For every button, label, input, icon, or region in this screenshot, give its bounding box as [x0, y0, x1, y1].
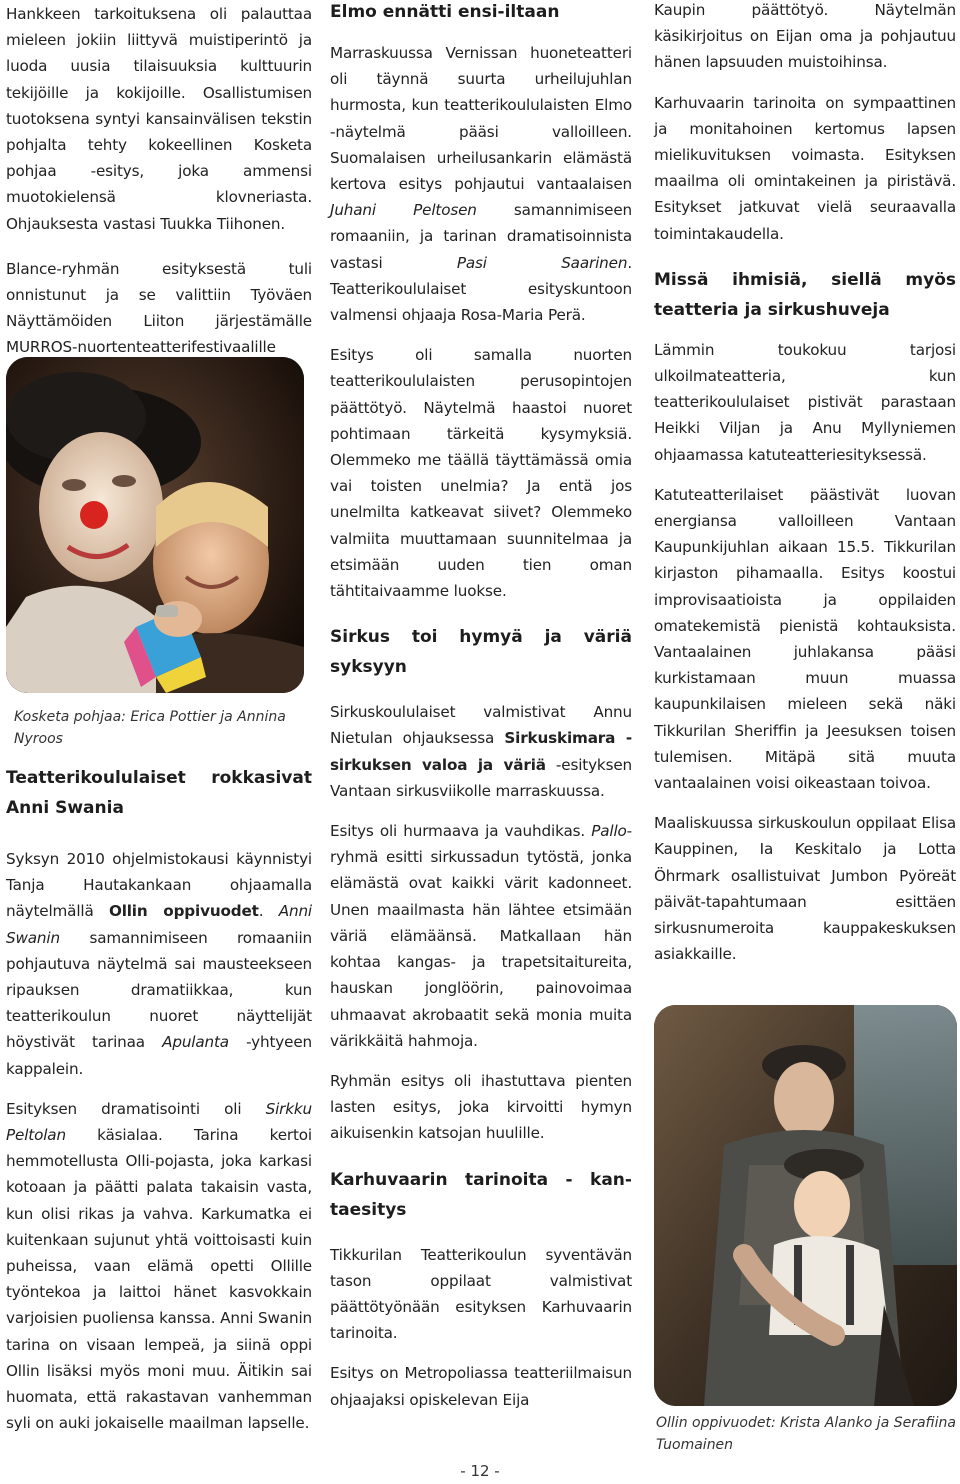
paragraph: Sirkuskoululaiset valmistivat Annu Nietulan ohjauksessa Sirkuskimara -sirkuksen valoa ja väriä -esityksen Vantaan sirkusviikolle marraskuussa.	[330, 703, 633, 800]
paragraph: Esitys oli hurmaava ja vauhdikas. Pallo-ryhmä esitti sirkussadun tytöstä, jonka elämästä ovat kaikki värit kadonneet. Unen maailmasta hän lähtee etsimään väriä elämäänsä. Matkallaan hän kohtaa kangas- ja trapetsitaitureita, hauskan jonglöörin, painovoimaa uhmaavat akrobaatit sekä monia muita värikkäitä hahmoja.	[330, 822, 632, 1050]
clown-photo-illustration	[6, 357, 304, 693]
column-2	[330, 0, 632, 1413]
paragraph: Syksyn 2010 ohjelmistokausi käynnistyi Tanja Hautakankaan ohjaamalla näytelmällä Ollin oppivuodet. Anni Swanin samannimiseen romaaniin pohjautuva näytelmä sai mausteekseen ripauksen dramatiikkaa, kun teatterikoulun nuoret näyttelijät höystivät tarinaa Apulanta -yhtyeen kappalein.	[6, 850, 312, 1078]
caption-text: Kosketa pohjaa: Erica Pottier ja Annina Nyroos	[14, 709, 286, 747]
paragraph: Esitys on Metropoliassa teatteriilmaisun ohjaajaksi opiskelevan Eija	[330, 1364, 632, 1409]
paragraph: Blance-ryhmän esityksestä tuli onnistunut ja se valittiin Työväen Näyttämöiden Liiton järjestämälle MURROS-nuortenteatterifestivaalille	[6, 259, 312, 357]
column-1	[6, 0, 312, 387]
heading-karhuvaarin: Karhuvaarin tarinoita - kan- taesitys	[330, 1169, 632, 1220]
paragraph: Marraskuussa Vernissan huoneteatteri oli täynnä suurta urheilujuhlan hurmosta, kun teatterikoululaisten Elmo -näytelmä pääsi valloilleen. Suomalaisen urheilusankarin elämästä kertova esitys pohjautui vantaalaisen Juhani Peltosen samannimiseen romaaniin, ja tarinan dramatisoinnista vastasi Pasi Saarinen. Teatterikoululaiset esityskuntoon valmensi ohjaaja Rosa-Maria Perä.	[330, 44, 633, 325]
paragraph: Katuteatterilaiset päästivät luovan energiansa valloilleen Vantaan Kaupunkijuhlan aikaan 15.5. Tikkurilan kirjaston pihamaalla. Esitys koostui improvisaatioista ja oppilaiden omatekemistä pienistä kohtauksista. Vantaalainen juhlakansa pääsi kurkistamaan muun muassa kaupunkilaisen mieleen sekä näki Tikkurilan Sheriffin ja Jeesuksen toisen tulemisen. Mitäpä sitä muuta vantaalainen voisi oikeastaan toivoa.	[654, 485, 956, 793]
paragraph: Ryhmän esitys oli ihastuttava pienten lasten esitys, joka kirvoitti hymyn aikuisenkin katsojan huulille.	[330, 1071, 632, 1143]
photo-caption-2	[656, 1412, 956, 1456]
heading-elmo: Elmo ennätti ensi-iltaan	[330, 2, 560, 22]
paragraph: Kaupin päättötyö. Näytelmän käsikirjoitus on Eijan oma ja pohjautuu hänen lapsuuden muistoihinsa.	[654, 1, 956, 72]
ollin-photo-illustration	[654, 1005, 957, 1406]
paragraph: Maaliskuussa sirkuskoulun oppilaat Elisa Kauppinen, Ia Keskitalo ja Lotta Öhrmark osallistuivat Jumbon Pyöreät päivät-tapahtumaan esittäen sirkusnumeroita kauppakeskuksen asiakkaille.	[654, 814, 956, 964]
paragraph: Esityksen dramatisointi oli Sirkku Peltolan käsialaa. Tarina kertoi hemmotellusta Olli-pojasta, joka karkasi kotoaan ja päätti palata takaisin vasta, kun olisi rikas ja vahva. Karkumatka ei kuitenkaan sujunut yhtä voittoisasti kuin puheissa, vaan elämä opetti Ollille työntekoa ja laittoi hänet kasvokkain varjoisien puoliensa kanssa. Anni Swanin tarina on visaan lempeä, ja siinä oppi Ollin lisäksi myös moni muu. Äitikin sai huomata, että rakastavan vanhemman syli on auki jokaiselle maailman lapselle.	[6, 1099, 312, 1433]
column-3	[654, 0, 956, 968]
paragraph: Tikkurilan Teatterikoulun syventävän tason oppilaat valmistivat päättötyönään esityksen Karhuvaarin tarinoita.	[330, 1245, 632, 1343]
paragraph: Lämmin toukokuu tarjosi ulkoilmateatteria, kun teatterikoululaiset pistivät parastaan Heikki Viljan ja Anu Myllyniemen ohjaamassa katuteatteriesityksessä.	[654, 340, 956, 464]
caption-text: Ollin oppivuodet: Krista Alanko ja Serafiina Tuomainen	[656, 1415, 956, 1453]
play-title-ollin-oppivuodet: Ollin oppivuodet	[108, 902, 259, 921]
paragraph: Esitys oli samalla nuorten teatterikoululaisten perusopintojen päättötyö. Näytelmä haastoi nuoret pohtimaan tärkeitä kysymyksiä. Olemmeko me täällä täyttämässä omia vai toisten unelmia? Ja entä jos unelmilta katkeavat siivet? Olemmeko valmiita muuttamaan suunnitelmaa ja etsimään uuden tien oman tähtitaivaamme luokse.	[330, 346, 632, 601]
paragraph: Hankkeen tarkoituksena oli palauttaa mieleen jokiin liittyvä muistiperintö ja luoda uusia tilaisuuksia kulttuurin tekijöille ja kokijoille. Osallistumisen tuotoksena syntyi kansainvälisen tekstin pohjalta tehty kokeellinen Kosketa pohjaa -esitys, joka ammensi muotokielensä klovneriasta. Ohjauksesta vastasi Tuukka Tiihonen.	[6, 5, 312, 233]
column-1-lower	[6, 763, 312, 1436]
heading-sirkus: Sirkus toi hymyä ja väriä syksyyn	[330, 627, 632, 678]
photo-kosketa-pohjaa	[6, 357, 304, 693]
paragraph: Karhuvaarin tarinoita on sympaattinen ja monitahoinen kertomus lapsen mielikuvituksen voimasta. Esityksen maailma oli omintakeinen ja piristävä. Esitykset jatkuvat vielä seuraavalla toimintakaudella.	[654, 93, 956, 243]
heading-teatterikoululaiset: Teatterikoululaiset rokkasivat Anni Swania	[6, 768, 312, 818]
page-number: - 12 -	[460, 1462, 500, 1480]
photo-ollin-oppivuodet	[654, 1005, 957, 1406]
photo-caption-1	[14, 706, 304, 750]
heading-missa-ihmisia: Missä ihmisiä, siellä myös teatteria ja sirkushuveja	[654, 269, 956, 320]
